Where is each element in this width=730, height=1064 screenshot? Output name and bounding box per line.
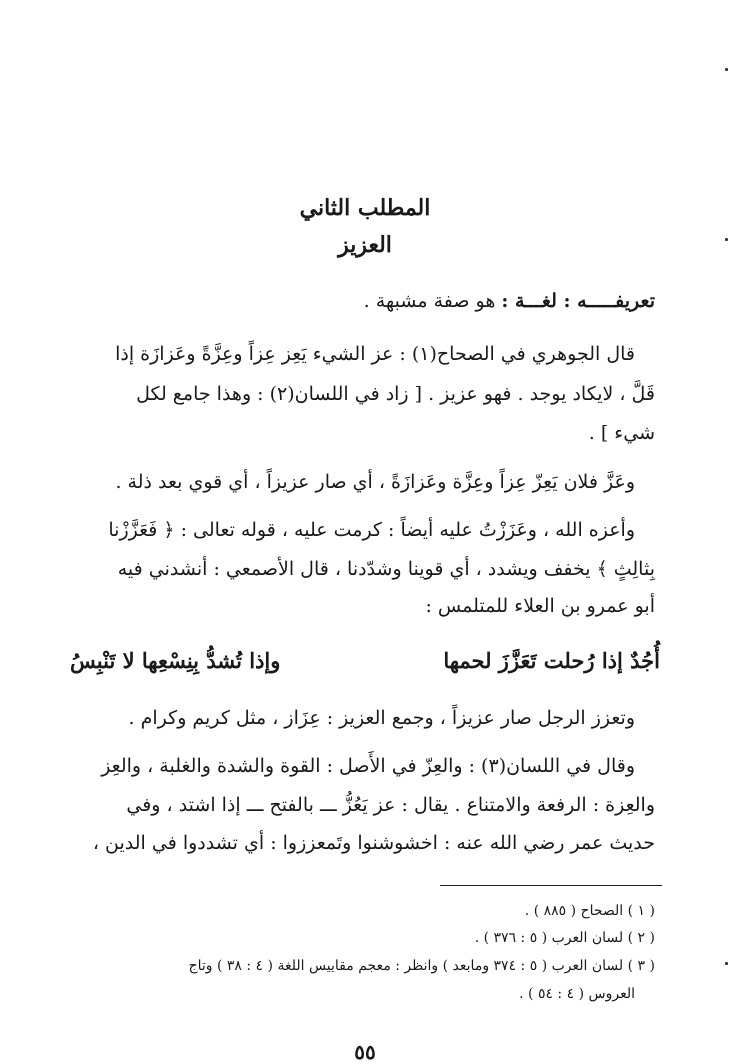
footnote: ( ٢ ) لسان العرب ( ٥ : ٣٧٦ ) . — [474, 930, 655, 946]
margin-mark — [725, 962, 728, 965]
footnote-divider — [440, 885, 662, 886]
paragraph-line: وعَزَّ فلان يَعِزّ عِزاً وعِزَّة وعَزازَةً ، أي صار عزيزاً ، أي قوي بعد ذلة . — [115, 471, 635, 493]
paragraph-line: بِثالِثٍ ﴾ يخفف ويشدد ، أي قوينا وشدّدنا ، قال الأصمعي : أنشدني فيه — [117, 558, 655, 580]
definition-line — [77, 287, 655, 315]
footnote: العروس ( ٤ : ٥٤ ) . — [519, 986, 635, 1002]
verse-first-hemistich: أُجُدٌ إذا رُحلت تَعَزَّزَ لحمها — [443, 648, 660, 673]
name-heading: العزيز — [338, 232, 392, 258]
paragraph-line: وقال في اللسان(٣) : والعِزّ في الأَصل : القوة والشدة والغلبة ، والعِز — [101, 755, 635, 777]
footnote: ( ١ ) الصحاح ( ٨٨٥ ) . — [524, 903, 655, 919]
paragraph-line: حديث عمر رضي الله عنه : اخشوشنوا وتَمعززوا : أي تشددوا في الدين ، — [92, 832, 655, 854]
definition-text: هو صفة مشبهة . — [363, 290, 496, 312]
paragraph-line: قَلَّ ، لايكاد يوجد . فهو عزيز . [ زاد في اللسان(٢) : وهذا جامع لكل — [136, 383, 655, 405]
definition-label: تعريفـــــه : لغـــة : — [501, 290, 655, 312]
paragraph-line: شيء ] . — [588, 422, 655, 444]
footnote: ( ٣ ) لسان العرب ( ٥ : ٣٧٤ ومابعد ) وانظر : معجم مقاييس اللغة ( ٤ : ٣٨ ) وتاج — [188, 958, 655, 974]
poem-verse — [70, 646, 660, 676]
paragraph-line: والعِزة : الرفعة والامتناع . يقال : عز يَعُزُّ ـــ بالفتح ـــ إذا اشتد ، وفي — [126, 794, 655, 816]
paragraph-line: أبو عمرو بن العلاء للمتلمس : — [425, 595, 655, 617]
verse-second-hemistich: وإذا تُشدُّ بِنِسْعِها لا تَنْبِسُ — [70, 648, 281, 673]
paragraph-line: قال الجوهري في الصحاح(١) : عز الشيء يَعِز عِزاً وعِزَّةً وعَزازَة إذا — [115, 343, 635, 365]
paragraph-line: وأعزه الله ، وعَزَزْتُ عليه أيضاً : كرمت عليه ، قوله تعالى : ﴿ فَعَزَّزْنا — [108, 519, 635, 541]
paragraph-line: وتعزز الرجل صار عزيزاً ، وجمع العزيز : عِزَاز ، مثل كريم وكرام . — [128, 707, 635, 729]
margin-mark — [725, 68, 728, 71]
page-number: ٥٥ — [354, 1040, 376, 1064]
section-heading: المطلب الثاني — [299, 195, 431, 221]
